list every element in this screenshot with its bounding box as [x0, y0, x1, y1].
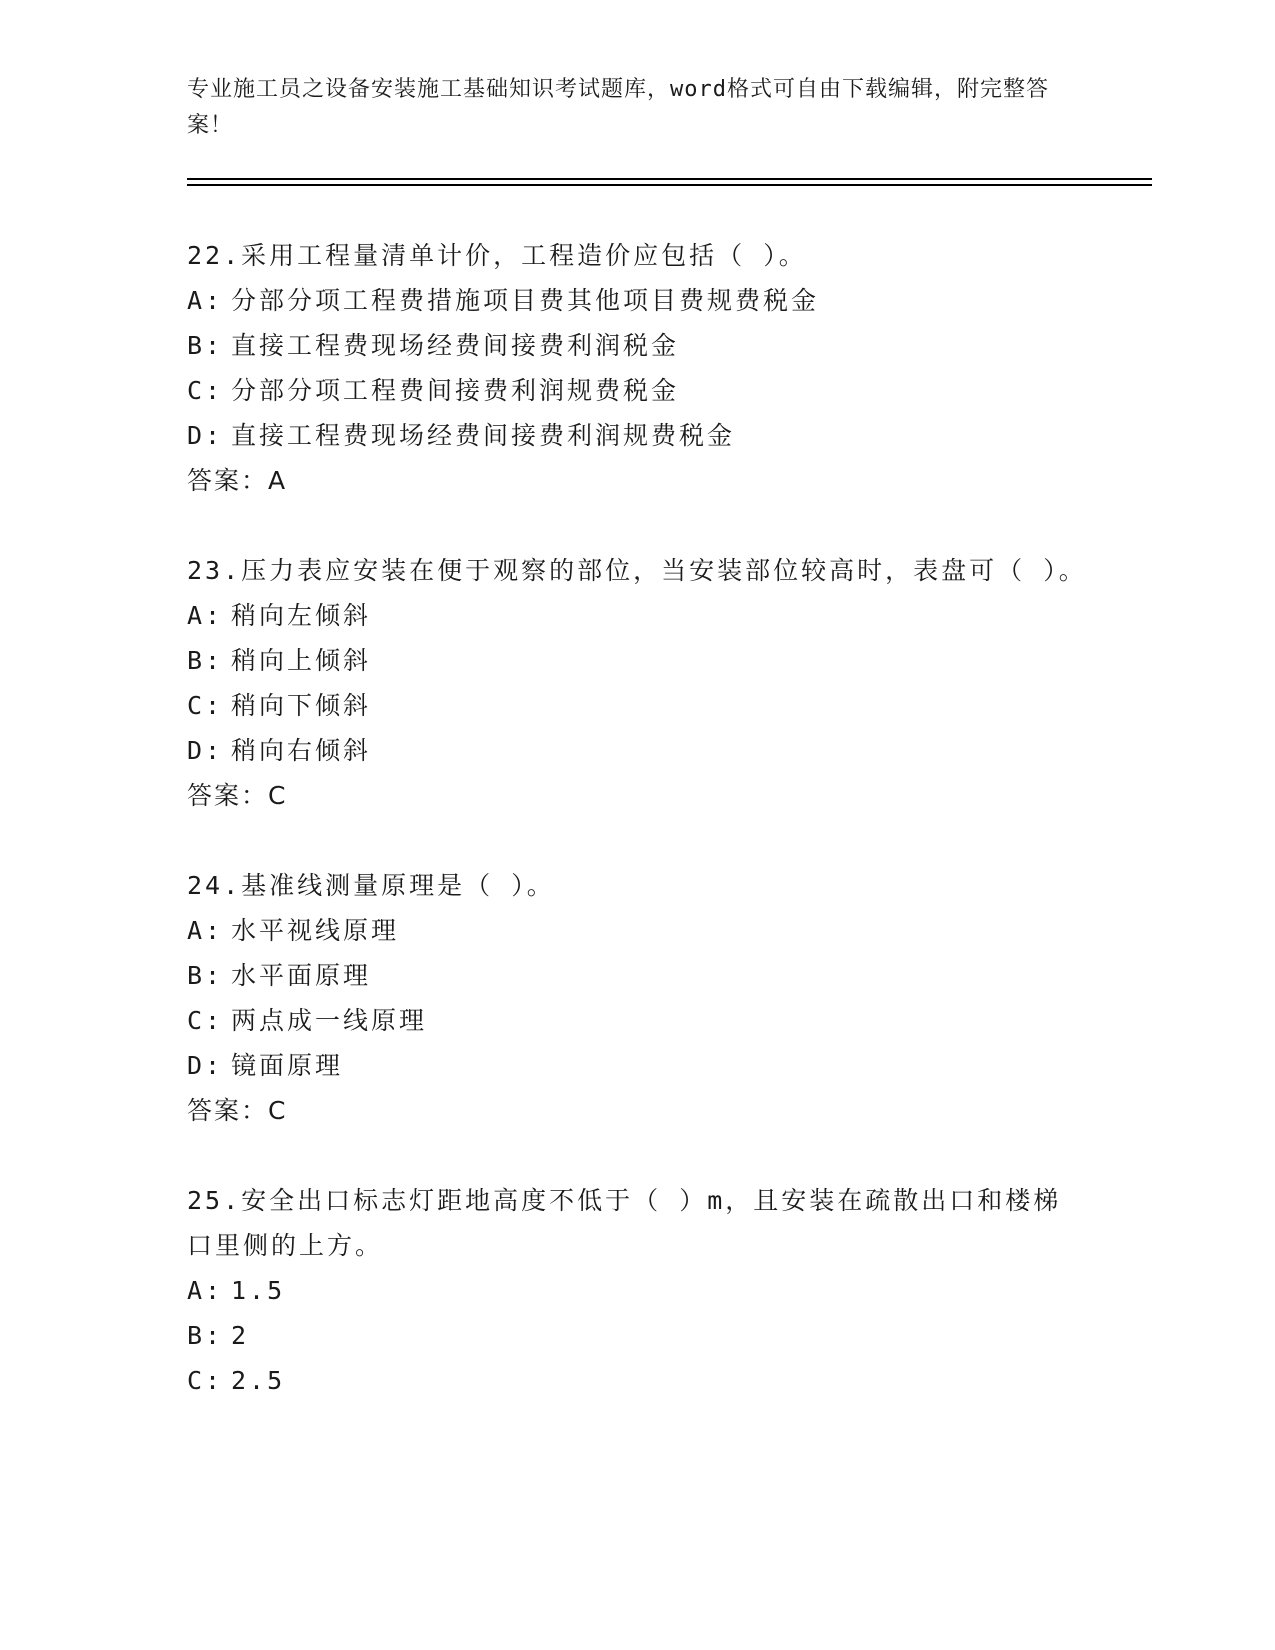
option-d: [187, 1043, 1087, 1088]
option-text: 1.5: [231, 1276, 286, 1305]
answer-line: 答案：C: [187, 1096, 288, 1125]
option-b: [187, 638, 1087, 683]
option-letter: B:: [187, 331, 224, 360]
option-letter: C:: [187, 1366, 224, 1395]
option-c: [187, 1358, 1087, 1403]
option-text: 2.5: [231, 1366, 286, 1395]
option-letter: D:: [187, 421, 224, 450]
answer-line: 答案：A: [187, 466, 288, 495]
option-text: 稍向左倾斜: [231, 601, 372, 630]
question-22: [187, 233, 1087, 503]
question-25: [187, 1178, 1087, 1403]
option-a: [187, 593, 1087, 638]
option-text: 稍向右倾斜: [231, 736, 372, 765]
question-text: 22.采用工程量清单计价，工程造价应包括（ ）。: [187, 241, 807, 270]
option-text: 水平视线原理: [231, 916, 400, 945]
option-letter: A:: [187, 601, 224, 630]
option-a: [187, 908, 1087, 953]
option-letter: A:: [187, 916, 224, 945]
option-text: 2: [231, 1321, 250, 1350]
option-text: 两点成一线原理: [231, 1006, 428, 1035]
option-letter: B:: [187, 961, 224, 990]
option-letter: B:: [187, 1321, 224, 1350]
question-23: [187, 548, 1087, 818]
option-c: [187, 368, 1087, 413]
option-letter: C:: [187, 691, 224, 720]
header-divider-bottom: [187, 184, 1152, 186]
question-text: 23.压力表应安装在便于观察的部位，当安装部位较高时，表盘可（ ）。: [187, 556, 1087, 585]
option-d: [187, 728, 1087, 773]
option-d: [187, 413, 1087, 458]
option-letter: D:: [187, 1051, 224, 1080]
option-text: 稍向下倾斜: [231, 691, 372, 720]
option-b: [187, 953, 1087, 998]
option-letter: A:: [187, 1276, 224, 1305]
header-divider-top: [187, 178, 1152, 180]
option-text: 稍向上倾斜: [231, 646, 372, 675]
option-letter: C:: [187, 376, 224, 405]
option-text: 分部分项工程费间接费利润规费税金: [231, 376, 680, 405]
option-letter: A:: [187, 286, 224, 315]
option-c: [187, 998, 1087, 1043]
answer-line: 答案：C: [187, 781, 288, 810]
option-text: 水平面原理: [231, 961, 372, 990]
option-b: [187, 323, 1087, 368]
document-header: 专业施工员之设备安装施工基础知识考试题库，word格式可自由下载编辑，附完整答案！: [187, 77, 1049, 138]
option-letter: D:: [187, 736, 224, 765]
option-b: [187, 1313, 1087, 1358]
question-24: [187, 863, 1087, 1133]
option-text: 分部分项工程费措施项目费其他项目费规费税金: [231, 286, 820, 315]
option-letter: C:: [187, 1006, 224, 1035]
question-list: [187, 233, 1087, 1448]
option-text: 直接工程费现场经费间接费利润税金: [231, 331, 680, 360]
question-text: 25.安全出口标志灯距地高度不低于（ ）m，且安装在疏散出口和楼梯口里侧的上方。: [187, 1186, 1062, 1260]
option-a: [187, 1268, 1087, 1313]
option-c: [187, 683, 1087, 728]
option-text: 镜面原理: [231, 1051, 344, 1080]
option-text: 直接工程费现场经费间接费利润规费税金: [231, 421, 736, 450]
option-a: [187, 278, 1087, 323]
option-letter: B:: [187, 646, 224, 675]
question-text: 24.基准线测量原理是（ ）。: [187, 871, 555, 900]
